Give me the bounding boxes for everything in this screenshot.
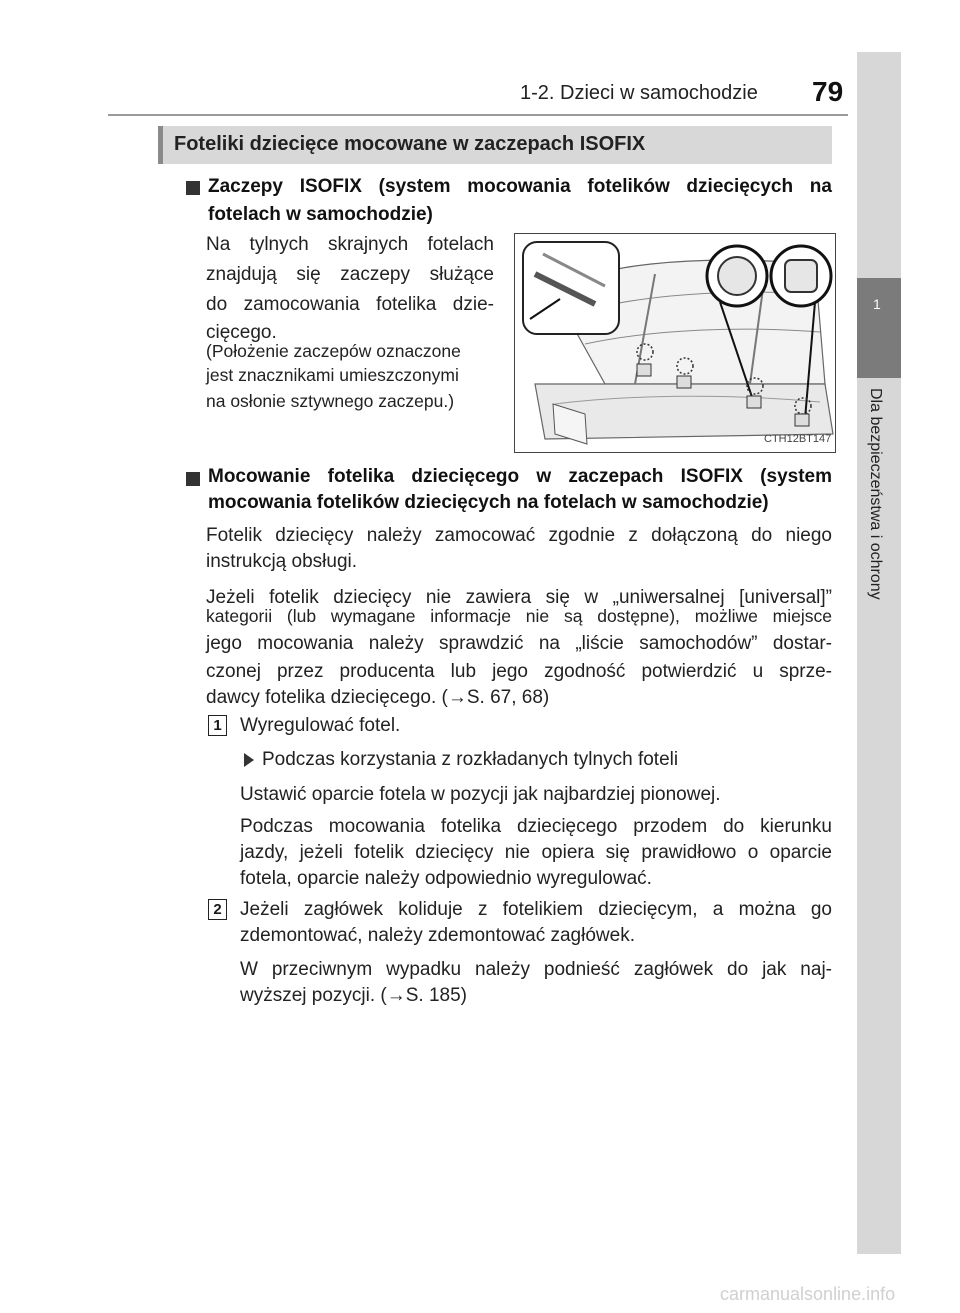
block2-heading-line1: Mocowanie fotelika dziecięcego w zaczepach ISOFIX (system <box>208 466 832 487</box>
block2-para2-line: czonej przez producenta lub jego zgodność potwierdzić u sprze- <box>206 661 832 682</box>
watermark: carmanualsonline.info <box>720 1284 896 1304</box>
chapter-tab <box>857 278 901 378</box>
step1-sub-para2-line: Podczas mocowania fotelika dziecięcego przodem do kierunku <box>240 816 832 837</box>
square-bullet-icon <box>186 181 200 195</box>
header-rule <box>108 114 848 116</box>
step-number-box: 1 <box>208 715 227 736</box>
step-number-box: 2 <box>208 899 227 920</box>
block2-heading-line2: mocowania fotelików dziecięcych na fotelach w samochodzie) <box>208 492 769 513</box>
page-number: 79 <box>812 76 844 107</box>
block1-body-line: do zamocowania fotelika dzie- <box>206 294 494 315</box>
block2-para2-line: dawcy fotelika dziecięcego. (→S. 67, 68) <box>206 687 550 708</box>
step1-sub-para1: Ustawić oparcie fotela w pozycji jak najbardziej pionowej. <box>240 784 721 805</box>
block1-note-line: jest znacznikami umieszczonymi <box>206 365 459 385</box>
chapter-sidebar <box>857 52 901 1254</box>
step1-sub-heading: Podczas korzystania z rozkładanych tylnych foteli <box>262 749 679 770</box>
block1-heading-line1: Zaczepy ISOFIX (system mocowania fotelików dziecięcych na <box>208 176 832 197</box>
block1-body-line: cięcego. <box>206 322 277 343</box>
seat-drawing <box>515 234 835 452</box>
figure-code: CTH12BT147 <box>764 433 832 445</box>
square-bullet-icon <box>186 472 200 486</box>
block2-para1-line: Fotelik dziecięcy należy zamocować zgodnie z dołączoną do niego <box>206 525 832 546</box>
step1-text: Wyregulować fotel. <box>240 715 401 736</box>
block2-para2-line: jego mocowania należy sprawdzić na „liście samochodów” dostar- <box>206 633 832 654</box>
block1-body-line: Na tylnych skrajnych fotelach <box>206 234 494 255</box>
step2-sub-para-line: W przeciwnym wypadku należy podnieść zagłówek do jak naj- <box>240 959 832 980</box>
chapter-title: Dla bezpieczeństwa i ochrony <box>867 388 884 600</box>
triangle-bullet-icon <box>244 753 254 767</box>
block1-note-line: na osłonie sztywnego zaczepu.) <box>206 391 455 411</box>
step2-text-line: zdemontować, należy zdemontować zagłówek. <box>240 925 635 946</box>
section-title: Foteliki dziecięce mocowane w zaczepach ISOFIX <box>174 133 646 155</box>
step2-text-line: Jeżeli zagłówek koliduje z fotelikiem dziecięcym, a można go <box>240 899 832 920</box>
step1-sub-para2-line: fotela, oparcie należy odpowiednio wyregulować. <box>240 868 652 889</box>
chapter-number: 1 <box>873 296 881 312</box>
isofix-seat-illustration <box>514 233 836 453</box>
block1-body-line: znajdują się zaczepy służące <box>206 264 494 285</box>
step1-sub-para2-line: jazdy, jeżeli fotelik dziecięcy nie opiera się prawidłowo o oparcie <box>240 842 832 863</box>
block2-para2-line: kategorii (lub wymagane informacje nie są dostępne), możliwe miejsce <box>206 606 832 626</box>
running-header-section: 1-2. Dzieci w samochodzie <box>520 82 758 104</box>
block1-heading-line2: fotelach w samochodzie) <box>208 204 433 225</box>
block2-para1-line: instrukcją obsługi. <box>206 551 358 572</box>
section-title-accent <box>158 126 163 164</box>
block2-para2-line: Jeżeli fotelik dziecięcy nie zawiera się w „uniwersalnej [universal]” <box>206 587 832 608</box>
step2-sub-para-line: wyższej pozycji. (→S. 185) <box>240 985 468 1006</box>
block1-note-line: (Położenie zaczepów oznaczone <box>206 341 461 361</box>
